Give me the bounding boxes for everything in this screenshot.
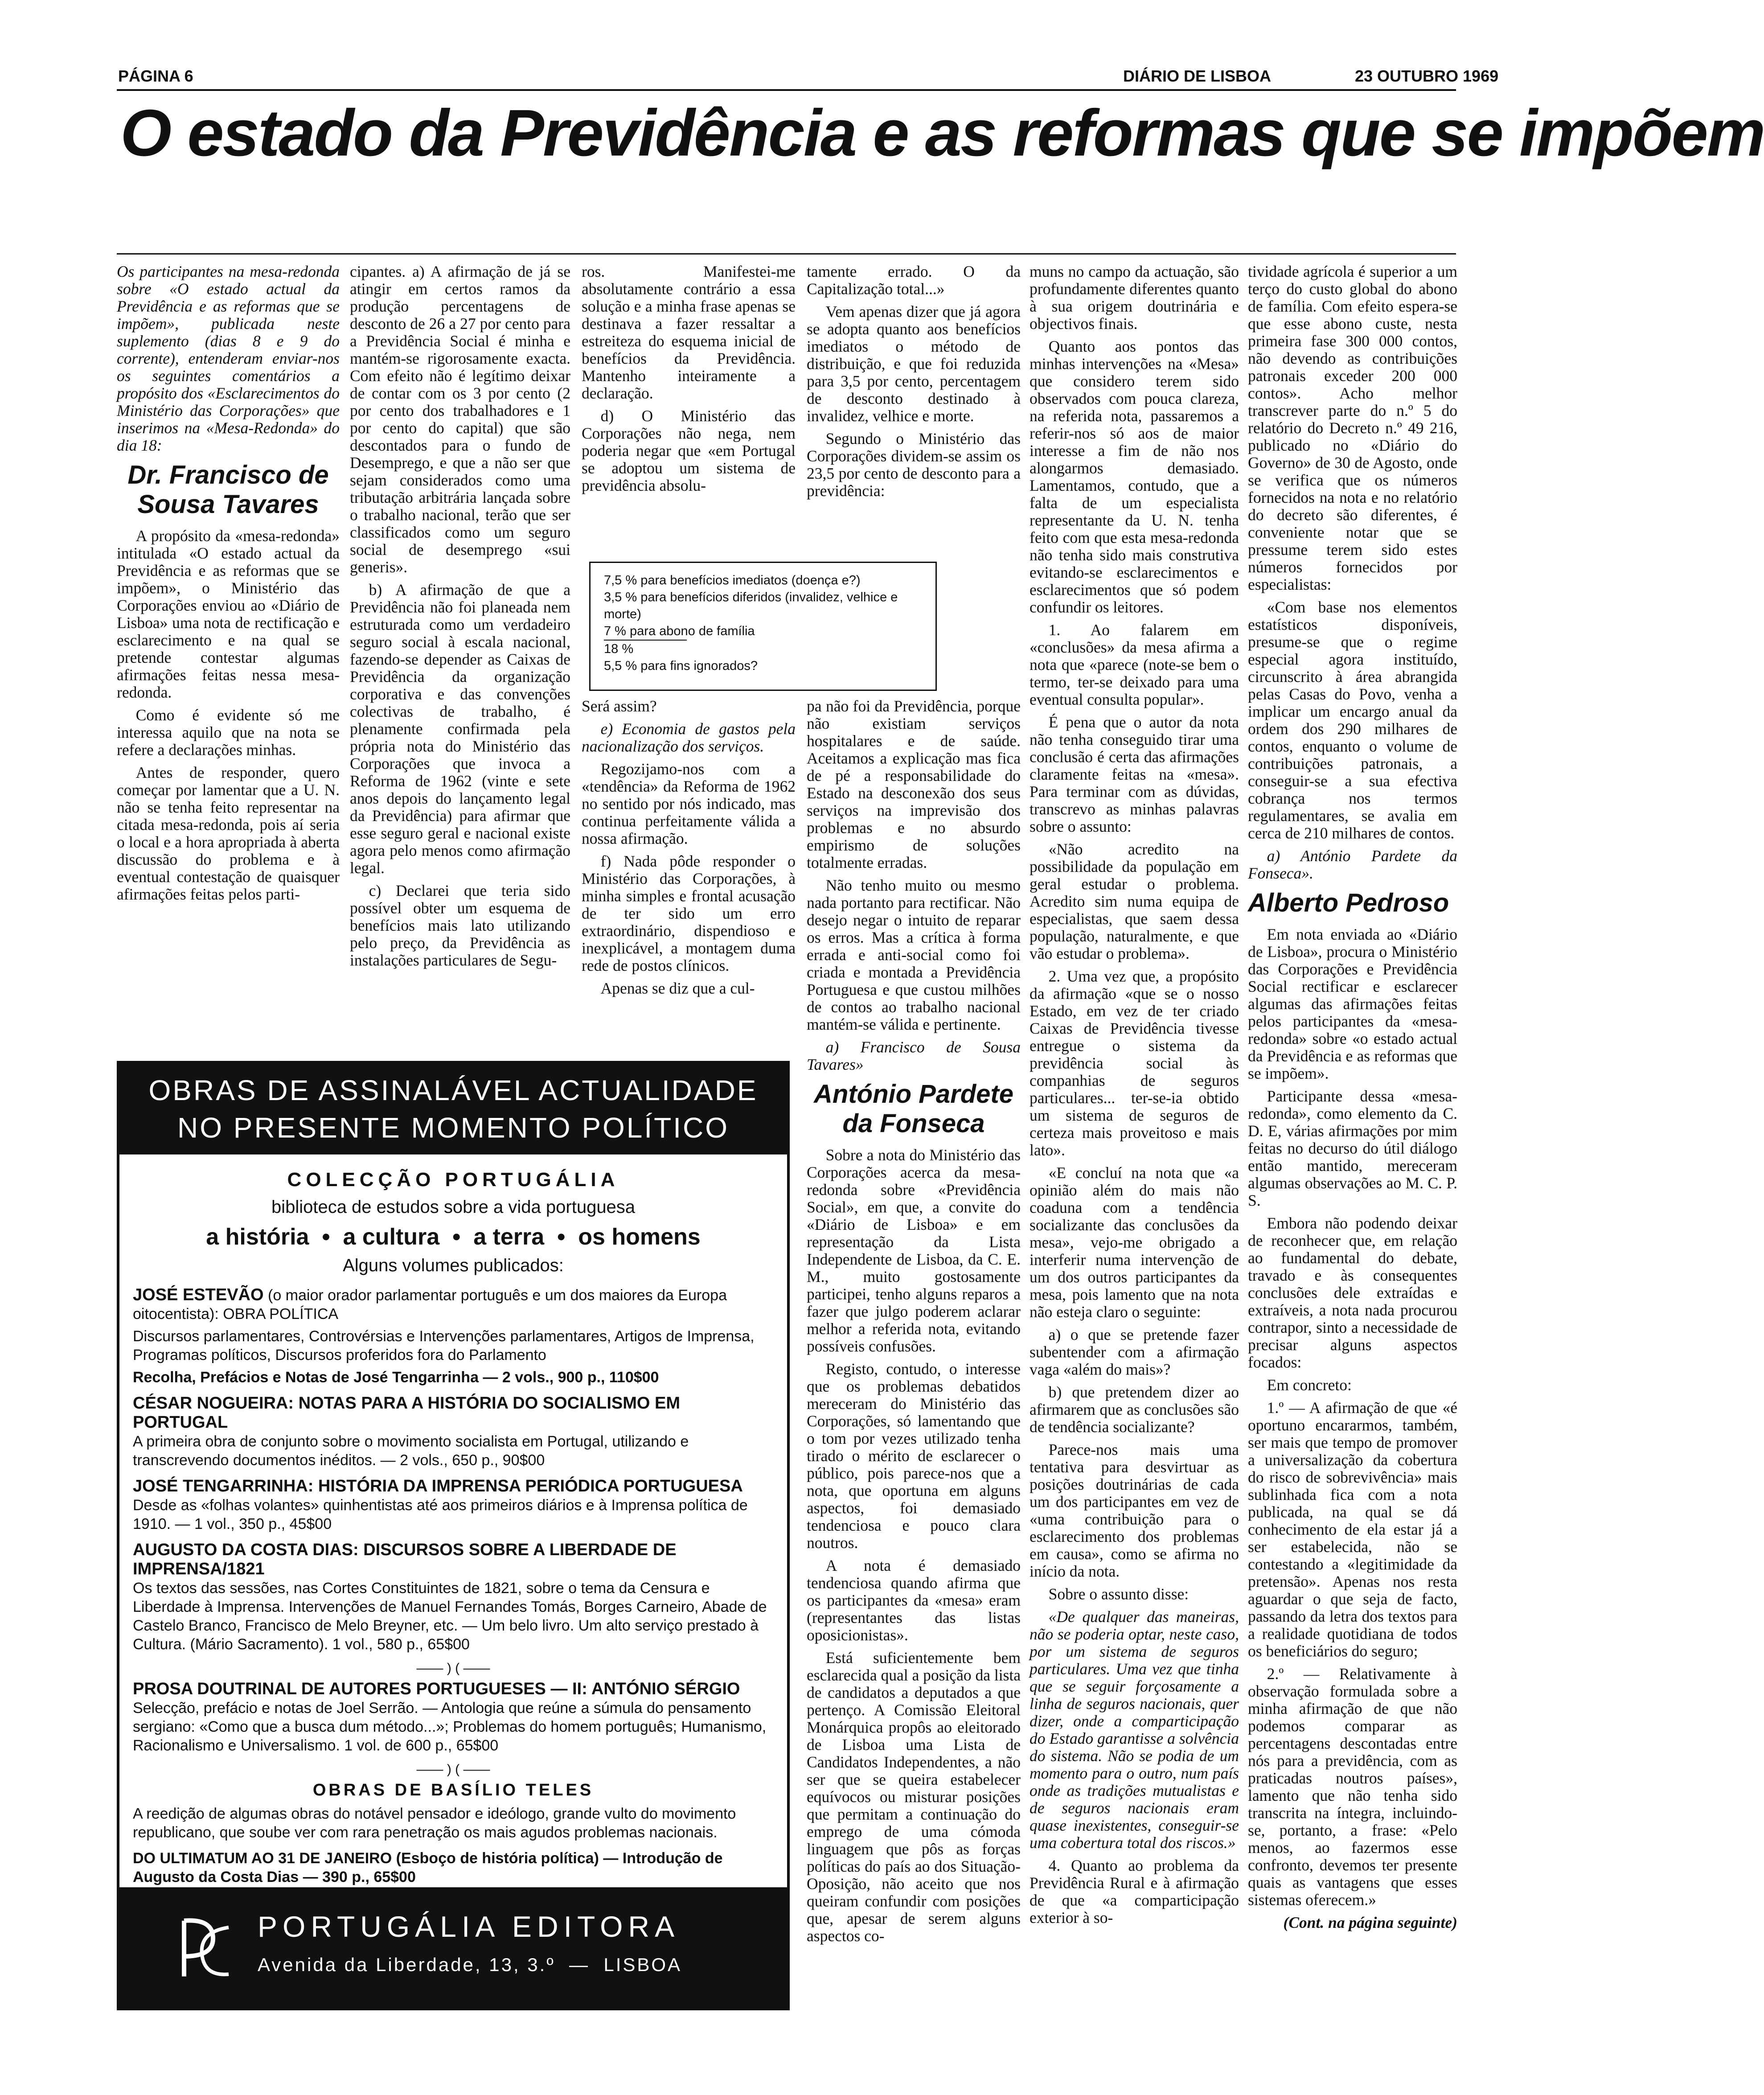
stat-line: 7 % para abono de família bbox=[604, 624, 755, 638]
newspaper-name: DIÁRIO DE LISBOA bbox=[1123, 67, 1272, 85]
ad-book-price: Recolha, Prefácios e Notas de José Tengarrinha — 2 vols., 900 p., 110$00 bbox=[133, 1369, 659, 1386]
ad-book bbox=[133, 1286, 774, 1323]
book-desc: Os textos das sessões, nas Cortes Constituintes de 1821, sobre o tema da Censura e Liberdade à Imprensa. Intervenções de Manuel Fernandes Tomás, Borges Carneiro, Abade de Castelo Branco, Francisco de Melo Breyner, etc. — Um belo livro. Um alto serviço prestado à Cultura. (Mário Sacramento). 1 vol., 580 p., 65$00 bbox=[133, 1580, 767, 1653]
ad-book bbox=[133, 1394, 774, 1470]
paragraph: Será assim? bbox=[582, 697, 657, 715]
ad-separator: —— ) ( —— bbox=[416, 1661, 490, 1676]
ad-book-contents: Discursos parlamentares, Controvérsias e Intervenções parlamentares, Artigos de Imprensa, Programas políticos, Discursos proferidos fora do Parlamento bbox=[133, 1328, 755, 1364]
paragraph: cipantes. a) A afirmação de já se atingir em certos ramos da produção percentagens de desconto de 26 a 27 por cento para a Previdência Social é minha e mantém-se rigorosamente exacta. Com efeito não é legítimo deixar de contar com os 3 por cento (2 por cento dos trabalhadores e 1 por cento do capital) que são descontados para o fundo de Desemprego, e que a não ser que sejam considerados como uma tributação arbitrária lançada sobre o trabalho nacional, terão que ser classificados como um seguro social de desemprego «sui generis». bbox=[350, 263, 570, 576]
byline-pardete-fonseca: António Pardete da Fonseca bbox=[814, 1080, 1013, 1138]
paragraph: b) que pretendem dizer ao afirmarem que as conclusões são de tendência socializante? bbox=[1030, 1383, 1239, 1436]
ad-book: DO ULTIMATUM AO 31 DE JANEIRO (Esboço de história política) — Introdução de Augusto da Costa Dias — 390 p., 65$00 bbox=[133, 1850, 723, 1886]
column-5 bbox=[1030, 263, 1239, 2013]
paragraph: Segundo o Ministério das Corporações dividem-se assim os 23,5 por cento de desconto para a previdência: bbox=[807, 430, 1021, 500]
ad-subtitle: biblioteca de estudos sobre a vida portuguesa bbox=[271, 1197, 636, 1217]
paragraph: «Com base nos elementos estatísticos disponíveis, presume-se que o regime especial agora instituído, circunscrito à área abrangida pelas Casas do Povo, venha a implicar um encargo anual da ordem dos 290 milhares de contos, enquanto o volume de contribuições patronais, a conseguir-se a sua efectiva cobrança nos termos regulamentares, se avalia em cerca de 210 milhares de contos. bbox=[1248, 598, 1457, 842]
paragraph: e) Economia de gastos pela nacionalização dos serviços. bbox=[582, 720, 796, 755]
paragraph: Vem apenas dizer que já agora se adopta quanto aos benefícios imediatos o método de distribuição, e que foi reduzida para 3,5 por cento, percentagem de desconto destinado à invalidez, velhice e morte. bbox=[807, 303, 1021, 425]
column-4-top bbox=[807, 263, 1021, 557]
signature: a) Francisco de Sousa Tavares» bbox=[807, 1038, 1021, 1073]
book-desc: (o maior orador parlamentar português e um dos maiores da Europa oitocentista): OBRA POLÍTICA bbox=[133, 1287, 727, 1323]
book-title: AUGUSTO DA COSTA DIAS: DISCURSOS SOBRE A LIBERDADE DE IMPRENSA/1821 bbox=[133, 1540, 677, 1578]
paragraph: 1. Ao falarem em «conclusões» da mesa afirma a nota que «parece (note-se bem o termo, ter-se deixado para uma eventual consulta popular». bbox=[1030, 621, 1239, 708]
ad-book bbox=[133, 1477, 774, 1533]
book-title: JOSÉ ESTEVÃO bbox=[133, 1286, 264, 1304]
paragraph: 4. Quanto ao problema da Previdência Rural e à afirmação de que «a comparticipação exterior à so- bbox=[1030, 1857, 1239, 1927]
paragraph: 2. Uma vez que, a propósito da afirmação «que se o nosso Estado, em vez de ter criado Caixas de Previdência tivesse entregue o sistema da previdência social às companhias de seguros particulares... ter-se-ia obtido um sistema de seguros de certeza mais proveitoso e mais lato». bbox=[1030, 967, 1239, 1159]
ad-banner-line: OBRAS DE ASSINALÁVEL ACTUALIDADE bbox=[148, 1074, 758, 1106]
continued-note: (Cont. na página seguinte) bbox=[1283, 1914, 1457, 1931]
paragraph: Como é evidente só me interessa aquilo que na nota se refere a declarações minhas. bbox=[117, 706, 340, 759]
ad-themes: a história • a cultura • a terra • os homens bbox=[206, 1224, 701, 1250]
paragraph: f) Nada pôde responder o Ministério das Corporações, à minha simples e frontal acusação de ter sido um erro extraordinário, dispendioso e inexplicável, a montagem duma rede de postos clínicos. bbox=[582, 852, 796, 974]
stat-total: 18 % bbox=[604, 640, 687, 657]
column-6 bbox=[1248, 263, 1457, 2013]
ad-book bbox=[133, 1680, 774, 1755]
paragraph: Quanto aos pontos das minhas intervenções na «Mesa» que considero terem sido observados com pouca clareza, na referida nota, passaremos a referir-nos só aos de maior interesse a fim de não nos alongarmos demasiado. Lamentamos, contudo, que a falta de um especialista representante da U. N. tenha feito com que esta mesa-redonda não tenha sido mais construtiva evitando-se esclarecimentos e esclarecimentos que só podem confundir os leitores. bbox=[1030, 337, 1239, 616]
ad-collection: COLECÇÃO PORTUGÁLIA bbox=[287, 1169, 619, 1191]
byline-alberto-pedroso: Alberto Pedroso bbox=[1248, 888, 1449, 917]
paragraph: Apenas se diz que a cul- bbox=[600, 979, 755, 997]
stat-line: 3,5 % para benefícios diferidos (invalidez, velhice e morte) bbox=[604, 590, 898, 621]
column-2 bbox=[350, 263, 570, 1039]
ad-published: Alguns volumes publicados: bbox=[343, 1256, 564, 1275]
advertisement bbox=[117, 1061, 790, 2010]
ad-book bbox=[133, 1540, 774, 1654]
paragraph: «Não acredito na possibilidade da população em geral estudar o problema. Acredito sim numa equipa de especialistas, que saem dessa população, naturalmente, e que vão estudar o problema». bbox=[1030, 840, 1239, 962]
paragraph: Está suficientemente bem esclarecida qual a posição da lista de candidatos a deputados a que pertenço. A Comissão Eleitoral Monárquica propôs ao eleitorado de Lisboa uma Lista de Candidatos Independentes, a não ser que se queira estabelecer equívocos ou misturar posições que permitam a continuação do emprego de uma cómoda linguagem que pôs as forças políticas do país ao dos Situação-Oposição, não aceito que nos queiram confundir com posições que, apesar de serem alguns aspectos co- bbox=[807, 1649, 1021, 1945]
headline: O estado da Previdência e as reformas que se impõem bbox=[120, 96, 1764, 170]
stat-line: 7,5 % para benefícios imediatos (doença e?) bbox=[604, 573, 861, 587]
paragraph: muns no campo da actuação, são profundamente diferentes quanto à sua origem doutrinária e objectivos finais. bbox=[1030, 263, 1239, 333]
ad-separator: —— ) ( —— bbox=[416, 1762, 490, 1777]
column-3-bottom bbox=[582, 698, 796, 1010]
paragraph: A propósito da «mesa-redonda» intitulada «O estado actual da Previdência e as reformas que se impõem», o Ministério das Corporações enviou ao «Diário de Lisboa» uma nota de rectificação e esclarecimento e na qual se pretende contestar algumas afirmações feitas nessa mesa-redonda. bbox=[117, 527, 340, 701]
paragraph: Parece-nos mais uma tentativa para desvirtuar as posições doutrinárias de cada um dos participantes em vez de «uma contribuição para o esclarecimento dos problemas em causa», como se afirma no início da nota. bbox=[1030, 1441, 1239, 1580]
book-desc: A primeira obra de conjunto sobre o movimento socialista em Portugal, utilizando e transcrevendo documentos inéditos. — 2 vols., 650 p., 90$00 bbox=[133, 1433, 689, 1469]
paragraph: É pena que o autor da nota não tenha conseguido tirar uma conclusão é certa das afirmações claramente feitas na «mesa». Para terminar com as dúvidas, transcrevo as minhas palavras sobre o assunto: bbox=[1030, 713, 1239, 835]
percentages-box bbox=[589, 562, 937, 691]
paragraph: Embora não podendo deixar de reconhecer que, em relação ao fundamental do debate, travado e às consequentes conclusões dele extraídas e extraíveis, a nota nada procurou contrapor, sinto a necessidade de precisar alguns aspectos focados: bbox=[1248, 1214, 1457, 1371]
publisher-logo-icon bbox=[168, 1912, 235, 1983]
headline-rule bbox=[117, 253, 1456, 255]
paragraph: ros. Manifestei-me absolutamente contrário a essa solução e a minha frase apenas se destinava a fazer ressaltar a estreiteza do esquema inicial de benefícios da Previdência. Mantenho inteiramente a declaração. bbox=[582, 263, 796, 402]
masthead-rule bbox=[117, 89, 1456, 91]
stat-line: 5,5 % para fins ignorados? bbox=[604, 659, 758, 673]
book-desc: Selecção, prefácio e notas de Joel Serrão. — Antologia que reúne a súmula do pensamento sergiano: «Como que a busca dum método...»; Problemas do homem português; Humanismo, Racionalismo e Universalismo. 1 vol. de 600 p., 65$00 bbox=[133, 1700, 767, 1754]
publisher-name: PORTUGÁLIA EDITORA bbox=[258, 1910, 680, 1943]
publisher-address: Avenida da Liberdade, 13, 3.º — LISBOA bbox=[258, 1954, 682, 1975]
paragraph: a) o que se pretende fazer subentender com a afirmação vaga «além do mais»? bbox=[1030, 1326, 1239, 1378]
paragraph: Sobre o assunto disse: bbox=[1048, 1585, 1189, 1603]
book-desc: Desde as «folhas volantes» quinhentistas até aos primeiros diários e à Imprensa política de 1910. — 1 vol., 350 p., 45$00 bbox=[133, 1497, 748, 1532]
publisher-footer bbox=[119, 1887, 787, 2008]
paragraph: «E concluí na nota que «a opinião além do mais não coaduna com a tendência socializante das conclusões da mesa», vejo-me obrigado a interferir numa intervenção de um dos outros participantes da mesa, pois lamento que na nota não esteja claro o seguinte: bbox=[1030, 1164, 1239, 1321]
signature: a) António Pardete da Fonseca». bbox=[1248, 847, 1457, 882]
paragraph: tividade agrícola é superior a um terço do custo global do abono de família. Com efeito espera-se que esse abono custe, nesta primeira fase 300 000 contos, não devendo as contribuições patronais exceder 200 000 contos». Acho melhor transcrever parte do n.º 5 do relatório do Decreto n.º 49 216, publicado no «Diário do Governo» de 30 de Agosto, onde se verifica que os números fornecidos na nota e no relatório do decreto são diferentes, é conveniente notar que se pressume terem sido estes números fornecidos por especialistas: bbox=[1248, 263, 1457, 593]
ad-book-desc: A reedição de algumas obras do notável pensador e ideólogo, grande vulto do movimento republicano, que soube ver com rara penetração os mais agudos problemas nacionais. bbox=[133, 1805, 736, 1841]
paragraph: tamente errado. O da Capitalização total...» bbox=[807, 263, 1021, 298]
paragraph: c) Declarei que teria sido possível obter um esquema de benefícios mais lato utilizando pelo preço, da Previdência as instalações particulares de Segu- bbox=[350, 882, 570, 969]
ad-banner-line: NO PRESENTE MOMENTO POLÍTICO bbox=[177, 1112, 730, 1144]
column-3-top bbox=[582, 263, 796, 557]
ad-banner bbox=[119, 1064, 787, 1154]
paragraph: Sobre a nota do Ministério das Corporações acerca da mesa-redonda sobre «Previdência Social», em que, a convite do «Diário de Lisboa» e em representação da Lista Independente de Lisboa, da C. E. M., muito gostosamente participei, tenho alguns reparos a fazer que julgo poderem aclarar melhor a referida nota, evitando possíveis confusões. bbox=[807, 1146, 1021, 1355]
issue-date: 23 OUTUBRO 1969 bbox=[1355, 67, 1499, 85]
paragraph: Antes de responder, quero começar por lamentar que a U. N. não se tenha feito representar na citada mesa-redonda, pois aí seria o local e a hora apropriada à aberta discussão do problema e à eventual contestação de quaisquer afirmações feitas pelos parti- bbox=[117, 764, 340, 903]
paragraph: Participante dessa «mesa-redonda», como elemento da C. D. E, várias afirmações por mim feitas no decurso do útil diálogo então mantido, mereceram algumas observações ao M. C. P. S. bbox=[1248, 1087, 1457, 1209]
page-number: PÁGINA 6 bbox=[118, 67, 193, 85]
byline-sousa-tavares: Dr. Francisco de Sousa Tavares bbox=[127, 460, 329, 519]
paragraph: A nota é demasiado tendenciosa quando afirma que os participantes da «mesa» eram (representantes das listas oposicionistas». bbox=[807, 1557, 1021, 1644]
paragraph: Em nota enviada ao «Diário de Lisboa», procura o Ministério das Corporações e Previdência Social rectificar e esclarecer algumas das afirmações feitas pelos participantes da «mesa-redonda» sobre «o estado actual da Previdência e as reformas que se impõem». bbox=[1248, 925, 1457, 1082]
paragraph: Em concreto: bbox=[1267, 1376, 1352, 1394]
paragraph: b) A afirmação de que a Previdência não foi planeada nem estruturada como um verdadeiro seguro social à escala nacional, fazendo-se depender as Caixas de Previdência da organização corporativa e das convenções colectivas de trabalho, é plenamente confirmada pela própria nota do Ministério das Corporações que invoca a Reforma de 1962 (vinte e sete anos depois do lançamento legal da Previdência) para afirmar que esse seguro geral e nacional existe agora pelo menos como afirmação legal. bbox=[350, 581, 570, 877]
book-title: CÉSAR NOGUEIRA: NOTAS PARA A HISTÓRIA DO SOCIALISMO EM PORTUGAL bbox=[133, 1394, 680, 1432]
paragraph: Não tenho muito ou mesmo nada portanto para rectificar. Não desejo negar o intuito de reparar os erros. Mas a crítica à forma errada e anti-social como foi criada e montada a Previdência Portuguesa e que custou milhões de contos ao trabalho nacional mantém-se válida e pertinente. bbox=[807, 876, 1021, 1033]
book-title: JOSÉ TENGARRINHA: HISTÓRIA DA IMPRENSA PERIÓDICA PORTUGUESA bbox=[133, 1477, 743, 1495]
paragraph: d) O Ministério das Corporações não nega, nem poderia negar que «em Portugal se adoptou um sistema de previdência absolu- bbox=[582, 407, 796, 494]
column-4-bottom bbox=[807, 698, 1021, 2013]
quote: «De qualquer das maneiras, não se poderia optar, neste caso, por um sistema de seguros particulares. Uma vez que tinha que se seguir forçosamente a linha de seguros nacionais, quer dizer, onde a comparticipação do Estado garantisse a solvência do sistema. Não se podia de um momento para o outro, num país onde as tradições mutualistas e de seguros nacionais eram quase inexistentes, conseguir-se uma cobertura total dos riscos.» bbox=[1030, 1608, 1239, 1852]
ad-section-title: OBRAS DE BASÍLIO TELES bbox=[312, 1781, 594, 1799]
paragraph: pa não foi da Previdência, porque não existiam serviços hospitalares e de saúde. Aceitamos a explicação mas fica de pé a responsabilidade do Estado na desconexão dos seus serviços na imprevisão dos problemas e no absurdo empirismo de soluções totalmente erradas. bbox=[807, 697, 1021, 871]
column-1 bbox=[117, 263, 340, 1039]
paragraph: Regozijamo-nos com a «tendência» da Reforma de 1962 no sentido por nós indicado, mas continua perfeitamente válida a nossa afirmação. bbox=[582, 760, 796, 847]
book-title: PROSA DOUTRINAL DE AUTORES PORTUGUESES — II: ANTÓNIO SÉRGIO bbox=[133, 1680, 740, 1698]
paragraph: 2.º — Relativamente à observação formulada sobre a minha afirmação de que não podemos comparar as percentagens descontadas entre nós para a previdência, com as praticadas noutros países», lamento que não tenha sido transcrita na íntegra, incluindo-se, portanto, a frase: «Pelo menos, ao fazermos esse confronto, devemos ter presente quais as vantagens que esses sistemas oferecem.» bbox=[1248, 1665, 1457, 1909]
paragraph: 1.º — A afirmação de que «é oportuno encararmos, também, ser mais que tempo de promover a universalização da cobertura do risco de sobrevivência» mais sublinhada fica com a nota publicada, na qual se dá conhecimento de ela estar já a ser estabelecida, não se contestando a «legitimidade da pretensão». Apenas nos resta aguardar o que seja de facto, passando da letra dos textos para a realidade quotidiana de todos os beneficiários do seguro; bbox=[1248, 1399, 1457, 1660]
intro-note: Os participantes na mesa-redonda sobre «O estado actual da Previdência e as reformas que se impõem», publicada neste suplemento (dias 8 e 9 do corrente), entenderam enviar-nos os seguintes comentários a propósito dos «Esclarecimentos do Ministério das Corporações» que inserimos na «Mesa-Redonda» do dia 18: bbox=[117, 263, 340, 454]
paragraph: Registo, contudo, o interesse que os problemas debatidos mereceram do Ministério das Corporações, só lamentando que o tom por vezes utilizado tenha tirado o mérito de esclarecer o público, pois parece-nos que a nota, que oportuna em alguns aspectos, foi demasiado tendenciosa e pouco clara noutros. bbox=[807, 1360, 1021, 1552]
